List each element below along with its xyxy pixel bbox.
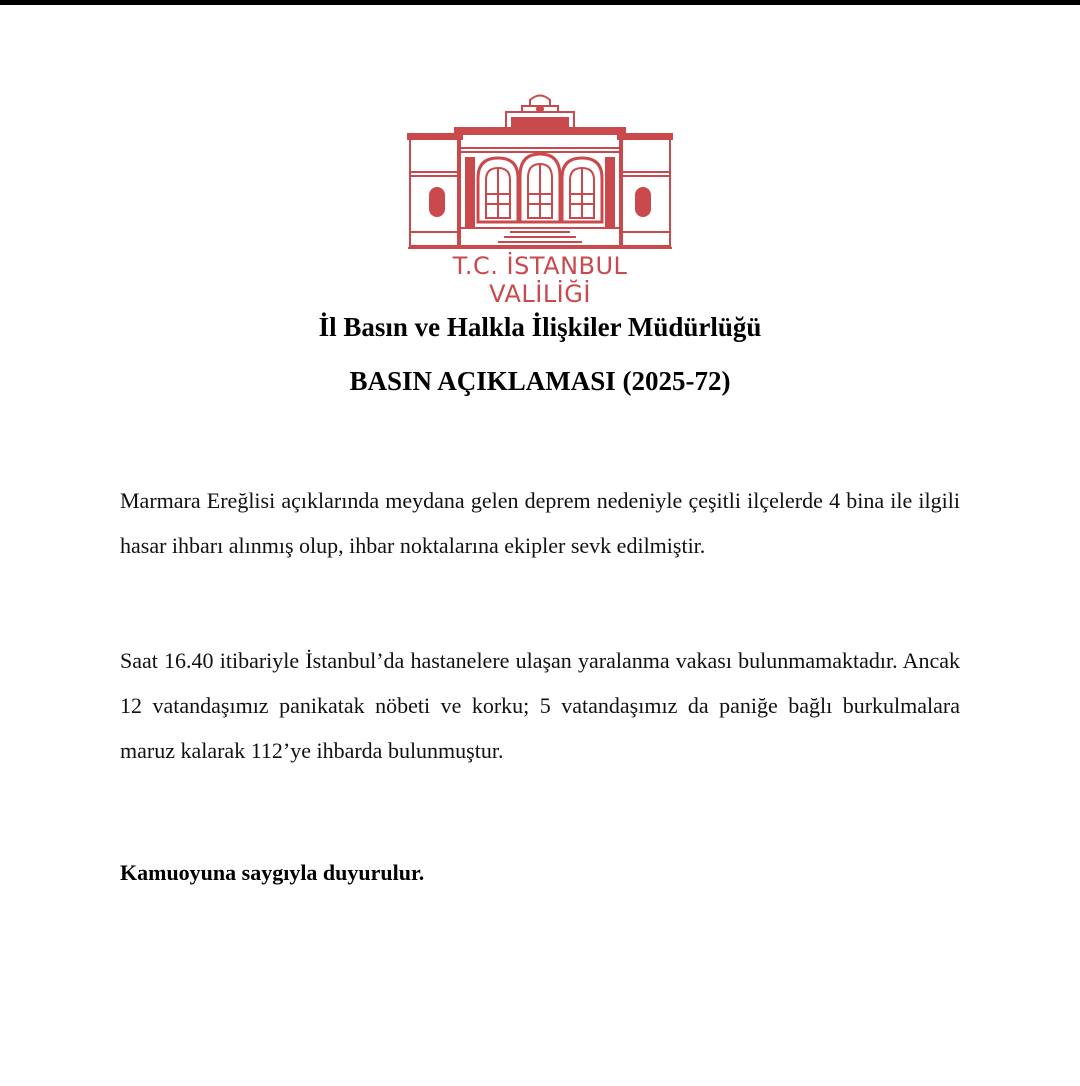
press-release-title: BASIN AÇIKLAMASI (2025-72) <box>349 366 731 396</box>
closing-statement: Kamuoyuna saygıyla duyurulur. <box>120 860 425 885</box>
logo-text: T.C. İSTANBUL VALİLİĞİ <box>452 252 628 308</box>
paragraph-damage-reports: Marmara Ereğlisi açıklarında meydana gelen deprem nedeniyle çeşitli ilçelerde 4 bina ile ilgili hasar ihbarı alınmış olup, ihbar noktalarına ekipler sevk edilmiştir. <box>120 488 960 558</box>
directorate-heading: İl Basın ve Halkla İlişkiler Müdürlüğü <box>318 312 762 342</box>
paragraph-injuries: Saat 16.40 itibariyle İstanbul’da hastanelere ulaşan yaralanma vakası bulunmamaktadır. Ancak 12 vatandaşımız panikatak nöbeti ve korku; 5 vatandaşımız da paniğe bağlı burkulmalara maruz kalarak 112’ye ihbarda bulunmuştur. <box>120 648 960 763</box>
top-border <box>0 0 1080 5</box>
